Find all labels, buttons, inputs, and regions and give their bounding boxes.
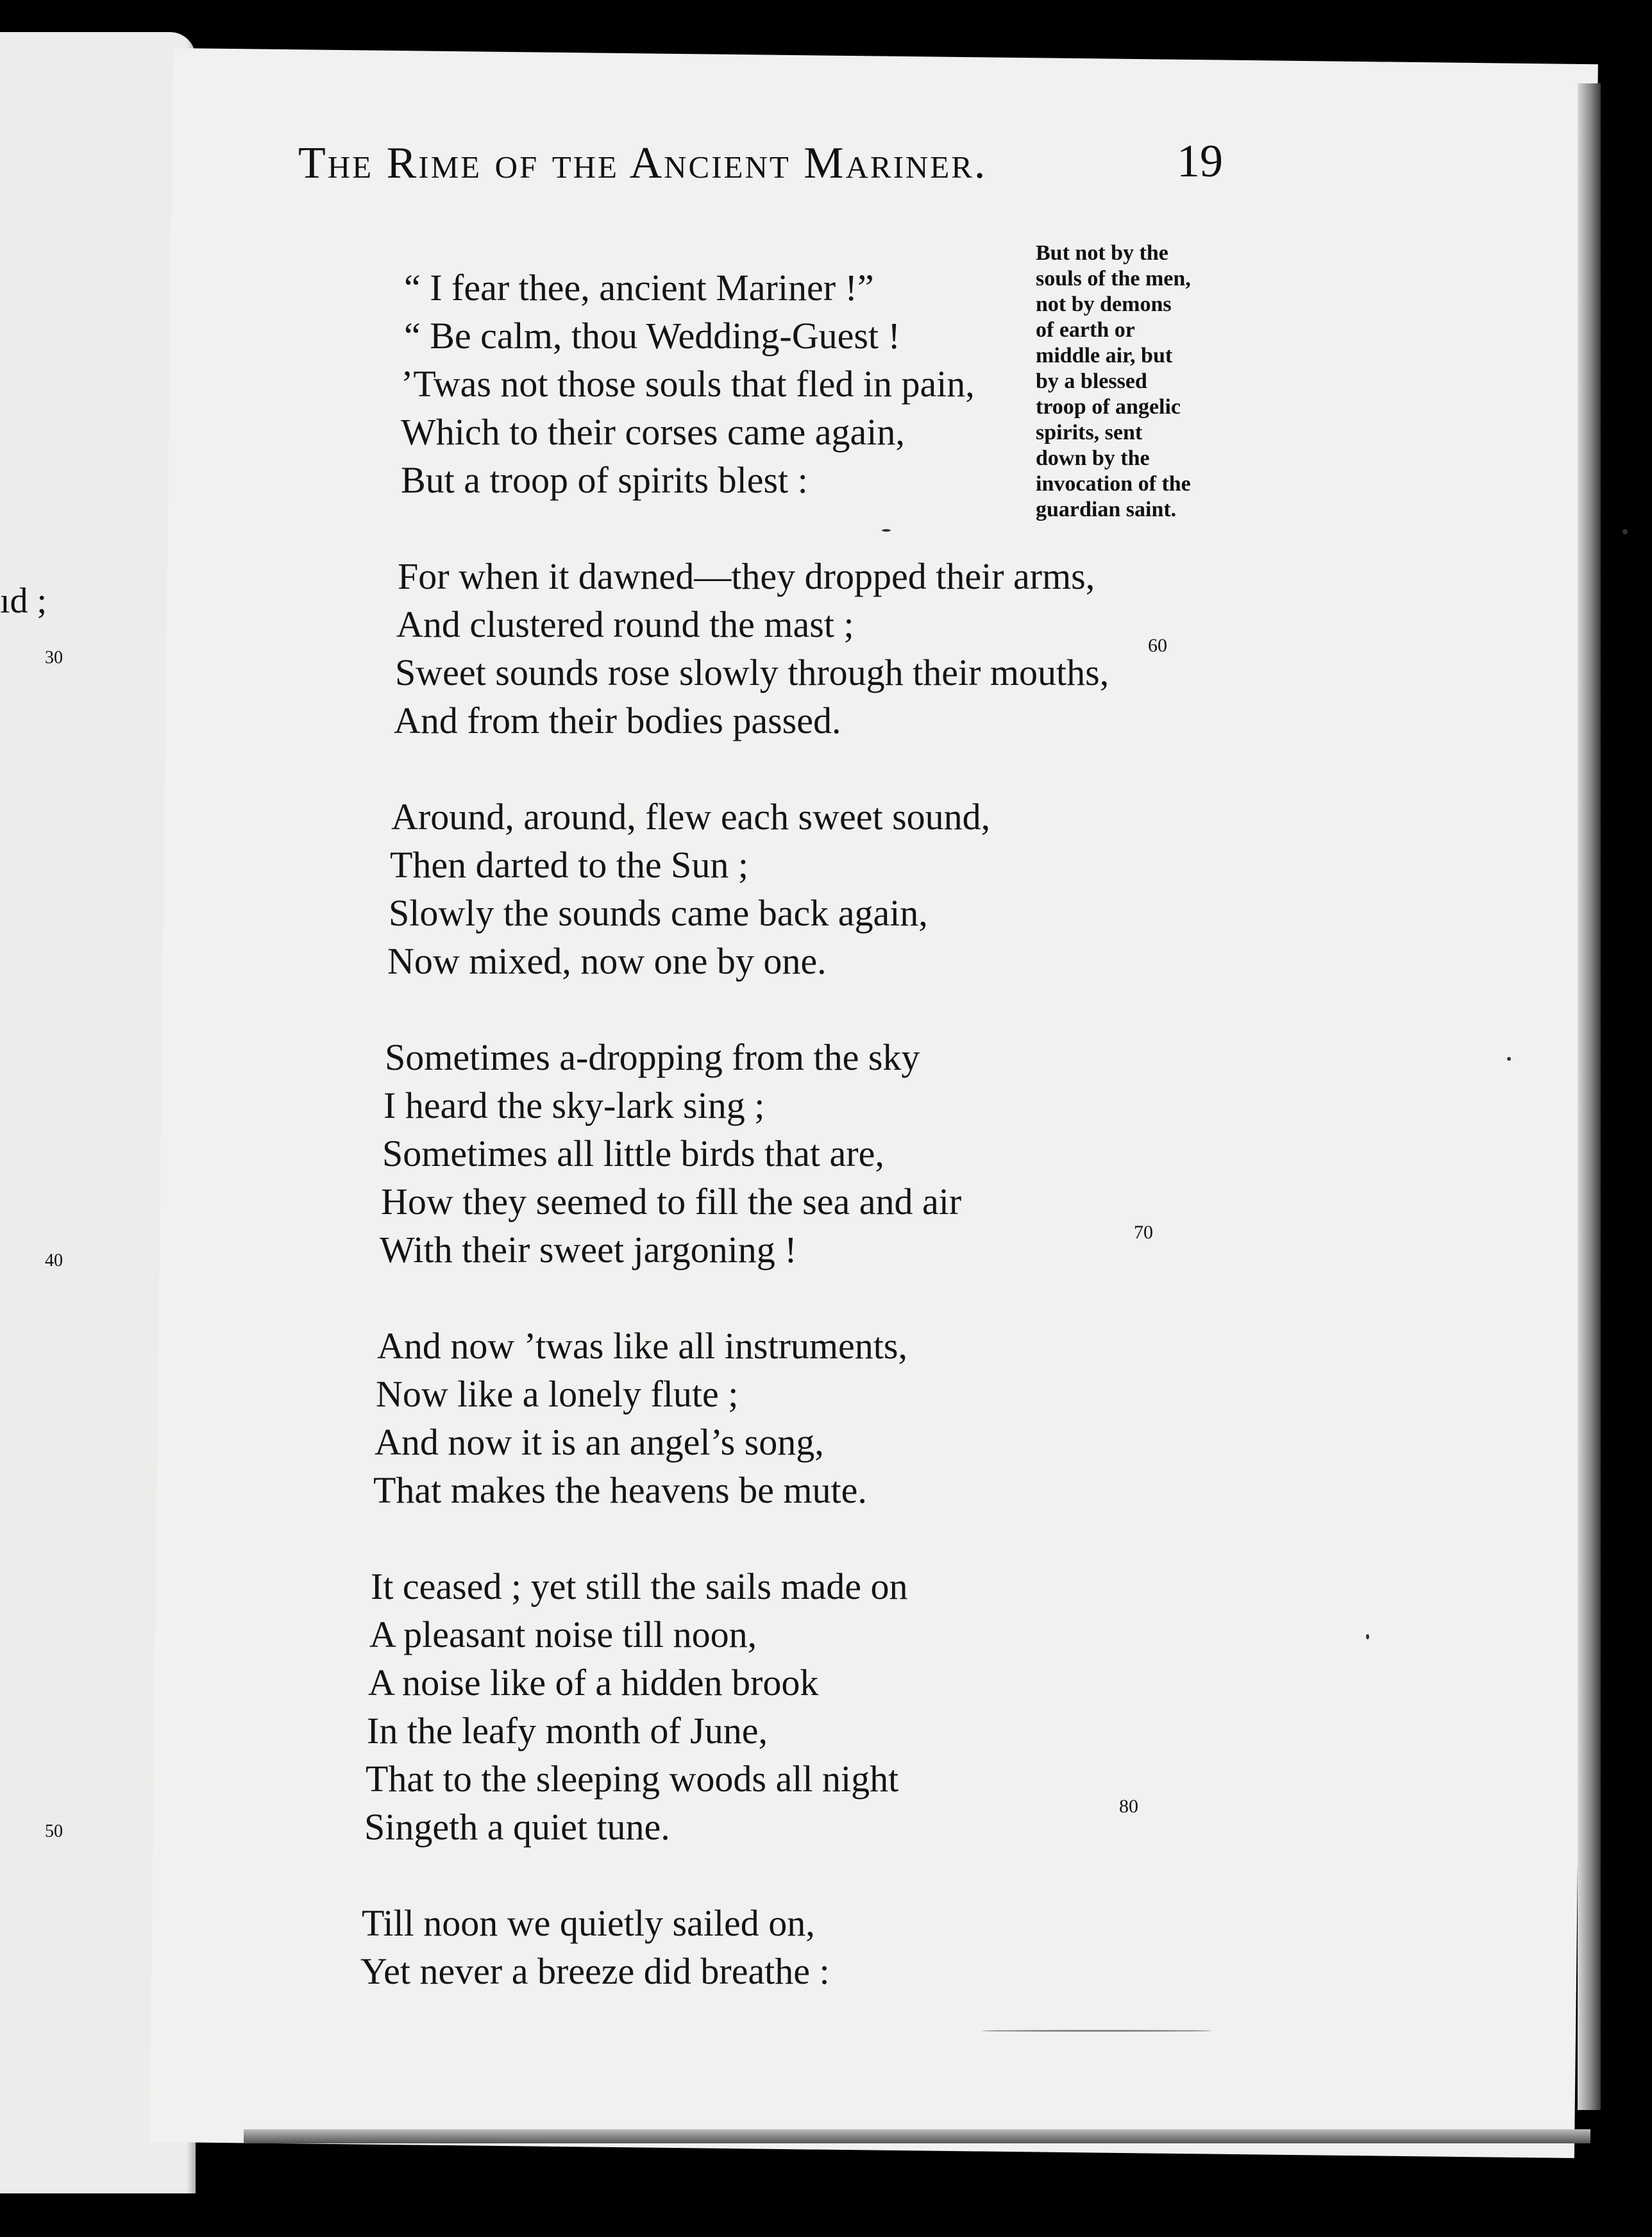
gloss-line: spirits, sent [1036,421,1143,444]
poem-line: Now like a lonely flute ; [376,1373,739,1415]
poem-line: “ I fear thee, ancient Mariner !” [404,267,874,308]
left-line-number: 40 [45,1251,63,1270]
poem-line: Now mixed, now one by one. [387,940,827,982]
poem-line: But a troop of spirits blest : [401,459,808,501]
page-number: 19 [1177,135,1223,187]
gloss-line: troop of angelic [1036,395,1181,419]
left-page-fragment: ıd ; [0,581,47,621]
line-number: 60 [1148,635,1167,656]
poem-line: A pleasant noise till noon, [369,1614,757,1655]
poem-line: And now ’twas like all instruments, [377,1325,907,1367]
poem-line: “ Be calm, thou Wedding-Guest ! [404,315,900,357]
left-line-number: 50 [45,1821,63,1841]
poem-line: Sweet sounds rose slowly through their mouths, [395,652,1109,693]
gloss-line: of earth or [1036,318,1135,342]
poem-line: With their sweet jargoning ! [380,1229,797,1270]
poem-line: Till noon we quietly sailed on, [362,1902,815,1944]
poem-line: Then darted to the Sun ; [390,844,748,886]
poem-line: And now it is an angel’s song, [375,1421,824,1463]
poem-line: ’Twas not those souls that fled in pain, [401,363,975,405]
scan-speck [1366,1634,1369,1639]
gloss-line: But not by the [1036,241,1168,265]
poem-line: I heard the sky-lark sing ; [384,1085,765,1126]
poem-line: Slowly the sounds came back again, [389,892,928,934]
page-edge [1578,83,1601,2110]
poem-line: For when it dawned—they dropped their arms, [398,555,1095,597]
gloss-line: not by demons [1036,292,1172,316]
poem-line: Yet never a breeze did breathe : [360,1950,830,1992]
poem-line: Singeth a quiet tune. [364,1806,670,1848]
page-bottom-edge [244,2129,1590,2143]
poem-line: Which to their corses came again, [401,411,905,453]
scan-speck [1507,1057,1511,1061]
gloss-line: souls of the men, [1036,267,1191,291]
line-number: 70 [1134,1222,1153,1243]
poem-line: Around, around, flew each sweet sound, [391,796,991,838]
poem-line: That makes the heavens be mute. [373,1469,867,1511]
scan-speck [1622,529,1628,534]
line-number: 80 [1119,1796,1138,1817]
gloss-line: by a blessed [1036,369,1147,393]
poem-line: It ceased ; yet still the sails made on [371,1566,908,1607]
gloss-line: invocation of the [1036,472,1191,496]
poem-line: And from their bodies passed. [394,700,841,741]
poem-line: And clustered round the mast ; [396,604,854,645]
poem-line: In the leafy month of June, [367,1710,768,1752]
scan-speck [981,2030,1212,2032]
poem-line: That to the sleeping woods all night [366,1758,899,1800]
left-line-number: 30 [45,648,63,668]
poem-line: Sometimes a-dropping from the sky [385,1036,920,1078]
gloss-line: down by the [1036,446,1150,470]
margin-gloss [1036,241,1254,523]
poem-line: How they seemed to fill the sea and air [381,1181,962,1222]
gloss-line: guardian saint. [1036,498,1177,521]
poem-line: A noise like of a hidden brook [368,1662,819,1703]
scan-speck [882,529,891,532]
gloss-line: middle air, but [1036,344,1173,367]
poem-line: Sometimes all little birds that are, [382,1133,884,1174]
running-title: The Rime of the Ancient Mariner. [298,139,988,188]
